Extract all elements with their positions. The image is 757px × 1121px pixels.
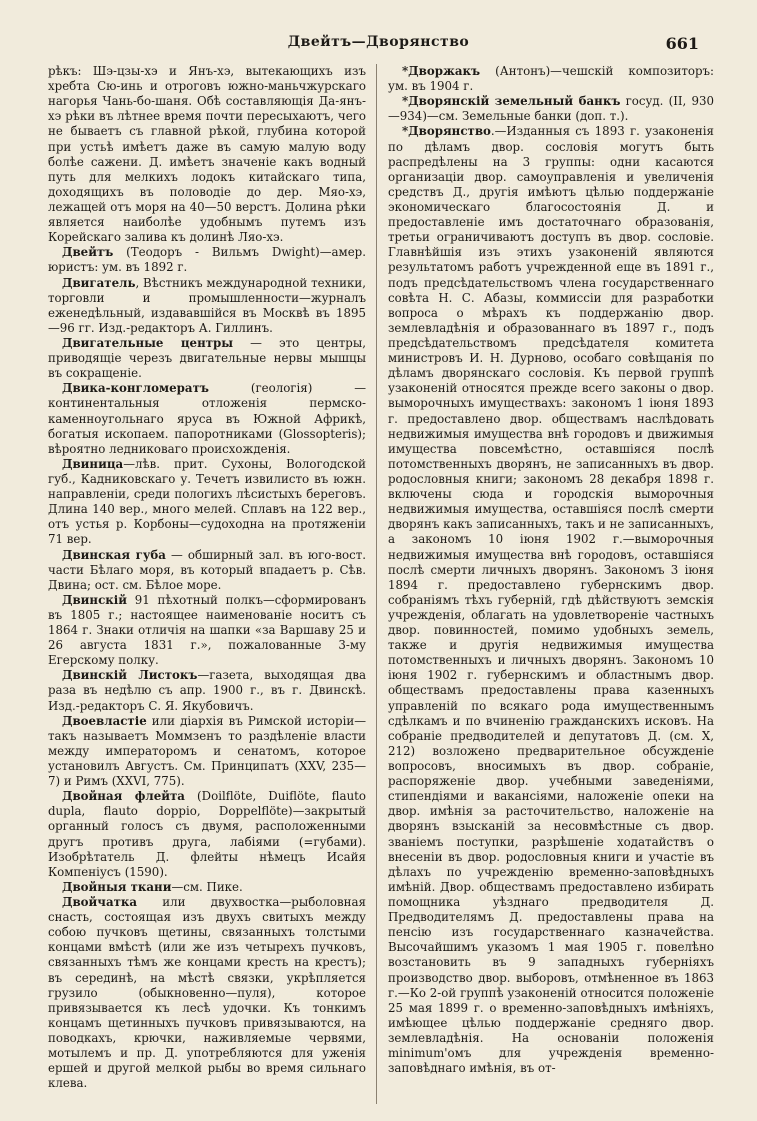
entry-text: (Теодоръ - Вильмъ Dwight)—амер. юристъ: ум. въ 1892 г.	[48, 245, 366, 275]
entry	[48, 336, 366, 381]
entry-text: .—Изданныя съ 1893 г. узаконенія по дѣламъ двор. сословія могутъ быть распредѣлены на 3 группы: одни касаются организаціи двор. самоуправленія и увеличенія средствъ Д., другія имѣютъ цѣлью поддержаніе экономическаго благосостоянія Д. и предоставленіе имъ достаточнаго образованія, третьи ограничиваютъ доступъ въ двор. сословіе. Главнѣйшія изъ этихъ узаконеній являются результатомъ работъ учрежденной еще въ 1891 г., подъ предсѣдательствомъ члена государственнаго совѣта Н. С. Абазы, коммиссіи для разработки вопроса о мѣрахъ къ поддержанію двор. землевладѣнія и образованнаго въ 1897 г., подъ предсѣдательствомъ предсѣдателя комитета министровъ И. Н. Дурново, особаго совѣщанія по дѣламъ дворянскаго сословія. Къ первой группѣ узаконеній относятся прежде всего законы о двор. выморочныхъ имуществахъ: закономъ 1 іюня 1893 г. предоставлено двор. обществамъ наслѣдовать недвижимыя имущества внѣ городовъ и движимыя имущества повсемѣстно, оставшіяся послѣ потомственныхъ дворянъ, не записанныхъ въ двор. родословныя книги; закономъ 28 декабря 1898 г. включены сюда и городскія выморочныя недвижимыя имущества, оставшіяся послѣ смерти дворянъ какъ записанныхъ, такъ и не записанныхъ, а закономъ 10 іюня 1902 г.—выморочныя недвижимыя имущества внѣ городовъ, оставшіяся послѣ смерти личныхъ дворянъ. Закономъ 3 іюня 1894 г. предоставлено губернскимъ двор. собраніямъ тѣхъ губерній, гдѣ дѣйствуютъ земскія учрежденія, облагать на удовлетвореніе частныхъ двор. повинностей, помимо удобныхъ земель, также и другія недвижимыя имущества потомственныхъ и личныхъ дворянъ. Закономъ 10 іюня 1902 г. губернскимъ и областнымъ двор. обществамъ предоставлены права казенныхъ управленій по всякаго рода имущественнымъ сдѣлкамъ и по вчиненію гражданскихъ исковъ. На собраніе предводителей и депутатовъ Д. (см. X, 212) возложено предварительное обсужденіе вопросовъ, вносимыхъ въ двор. собраніе, распоряженіе двор. учебными заведеніями, стипендіями и вакансіями, наложеніе опеки на двор. имѣнія за расточительство, наложеніе на дворянъ взысканій за несовмѣстные съ двор. званіемъ поступки, разрѣшеніе ходатайствъ о внесеніи въ двор. родословныя книги и участіе въ дѣлахъ по учрежденію временно-заповѣдныхъ имѣній. Двор. обществамъ предоставлено избирать помощника уѣзднаго предводителя Д. Предводителямъ Д. предоставлены права на пенсію изъ государственнаго казначейства. Высочайшимъ указомъ 1 мая 1905 г. повелѣно возстановить въ 9 западныхъ губерніяхъ производство двор. выборовъ, отмѣненное въ 1863 г.—Ко 2-ой группѣ узаконеній относится положеніе 25 мая 1899 г. о временно-заповѣдныхъ имѣніяхъ, имѣющее цѣлью поддержаніе средняго двор. землевладѣнія. На основаніи положенія minimum'омъ для учрежденія временно-заповѣднаго имѣнія, въ от-	[388, 124, 714, 1076]
entry-headword: Двинскій	[62, 592, 128, 607]
entry-text: (геологія) — континентальныя отложенія пермско-каменноугольнаго яруса въ Южной Африкѣ, богатыя ископаем. папоротниками (Glossopteris); вѣроятно ледниковаго происхожденія.	[48, 381, 366, 456]
entry	[48, 668, 366, 713]
entry	[48, 895, 366, 1091]
entry-headword: *Дворжакъ	[402, 64, 481, 78]
entry-text: или діархія въ Римской исторіи—такъ называетъ Моммзенъ то раздѣленіе власти между императоромъ и сенатомъ, которое установилъ Августъ. См. Принципатъ (XXV, 235—7) и Римъ (XXVI, 775).	[48, 713, 366, 789]
entry-headword: Двейтъ	[62, 245, 114, 260]
page-header	[0, 34, 757, 56]
entry	[48, 880, 366, 895]
entry-headword: Двинская губа	[62, 547, 166, 562]
entry-text: —лѣв. прит. Сухоны, Вологодской губ., Кадниковскаго у. Течетъ извилисто въ южн. направленіи, среди пологихъ лѣсистыхъ береговъ. Длина 140 вер., много мелей. Сплавъ на 122 вер., отъ устья р. Корбоны—судоходна на протяженіи 71 вер.	[48, 456, 366, 547]
entry-text: —газета, выходящая два раза въ недѣлю съ апр. 1900 г., въ г. Двинскѣ. Изд.-редакторъ С. Я. Якубовичъ.	[48, 668, 366, 713]
column-divider	[376, 64, 377, 1104]
entry	[388, 94, 714, 124]
entry-headword: Двигательные центры	[62, 335, 234, 350]
entry-headword: Двойчатка	[62, 895, 138, 910]
entry-headword: Двинскій Листокъ	[62, 668, 198, 683]
entry	[48, 276, 366, 336]
entry-text: — обширный зал. въ юго-вост. части Бѣлаго моря, въ который впадаетъ р. Сѣв. Двина; ост. см. Бѣлое море.	[48, 547, 366, 592]
entry-text: , Вѣстникъ международной техники, торговли и промышленности—журналъ еженедѣльный, издававшійся въ Москвѣ въ 1895—96 гг. Изд.-редакторъ А. Гиллинъ.	[48, 275, 366, 335]
entry-text: 91 пѣхотный полкъ—сформированъ въ 1805 г.; настоящее наименованіе носитъ съ 1864 г. Знаки отличія на шапки «за Варшаву 25 и 26 августа 1831 г.», пожалованные 3-му Егерскому полку.	[48, 592, 366, 668]
entry	[48, 245, 366, 275]
entry	[48, 789, 366, 880]
entry-headword: *Дворянскій земельный банкъ	[402, 94, 621, 109]
entry	[388, 124, 714, 1076]
entry	[48, 381, 366, 457]
page-number: 661	[665, 34, 699, 53]
entry	[48, 548, 366, 593]
entry-headword: *Дворянство	[402, 124, 491, 139]
entry-headword: Двиница	[62, 456, 124, 471]
left-column	[48, 64, 366, 1104]
entry-headword: Двойныя ткани	[62, 879, 172, 894]
entry-text: госуд. (II, 930—934)—см. Земельные банки (доп. т.).	[388, 94, 714, 124]
entry-text: или двухвостка—рыболовная снасть, состоящая изъ двухъ свитыхъ между собою пучковъ щетины, связанныхъ толстыми концами вмѣстѣ (или же изъ четырехъ пучковъ, связанныхъ тѣмъ же концами кресть на крестъ); въ серединѣ, на мѣстѣ связки, укрѣпляется грузило (обыкновенно—пуля), которое привязывается къ лесѣ удочки. Къ тонкимъ концамъ щетинныхъ пучковъ привязываются, на поводкахъ, крючки, наживляемые червями, мотылемъ и пр. Д. употребляются для уженія ершей и другой мелкой рыбы во время сильнаго клева.	[48, 895, 366, 1091]
running-head: Двейтъ—Дворянство	[287, 34, 470, 50]
entry	[388, 64, 714, 94]
entry-text: (Антонъ)—чешскій композиторъ: ум. въ 1904 г.	[388, 64, 714, 94]
entry-text: (Doilflöte, Duiflöte, flauto dupla, flauto doppio, Doppelflöte)—закрытый органный голосъ съ двумя, расположенными другъ противъ друга, лабіями (=губами). Изобрѣтатель Д. флейты нѣмецъ Исайя Компеніусъ (1590).	[48, 789, 366, 879]
entry	[48, 593, 366, 669]
entry-headword: Двойная флейта	[62, 789, 185, 804]
entry-text: — это центры, приводящіе черезъ двигательные нервы мышцы въ сокращеніе.	[48, 335, 366, 381]
entry-headword: Двигатель	[62, 275, 136, 290]
entry-text: —см. Пике.	[171, 879, 243, 894]
entry-headword: Двоевластіе	[62, 713, 147, 728]
entry-headword: Двика-конгломератъ	[62, 381, 209, 396]
entry-continuation: рѣкъ: Шэ-цзы-хэ и Янъ-хэ, вытекающихъ изъ хребта Сю-инь и отроговъ южно-маньчжурскаго нагорья Чань-бо-шаня. Обѣ составляющія Да-янъ-хэ рѣки въ лѣтнее время почти пересыхаютъ, чего не бываетъ съ главной рѣкой, глубина которой при устьѣ имѣетъ даже въ самую малую воду болѣе сажени. Д. имѣетъ значеніе какъ водный путь для мелкихъ лодокъ китайскаго типа, доходящихъ въ половодіе до дер. Мяо-хэ, лежащей отъ моря на 40—50 верстъ. Долина рѣки является наиболѣе удобнымъ путемъ изъ Корейскаго залива къ долинѣ Ляо-хэ.	[48, 64, 366, 245]
entry	[48, 714, 366, 790]
entry	[48, 457, 366, 548]
right-column	[388, 64, 714, 1104]
